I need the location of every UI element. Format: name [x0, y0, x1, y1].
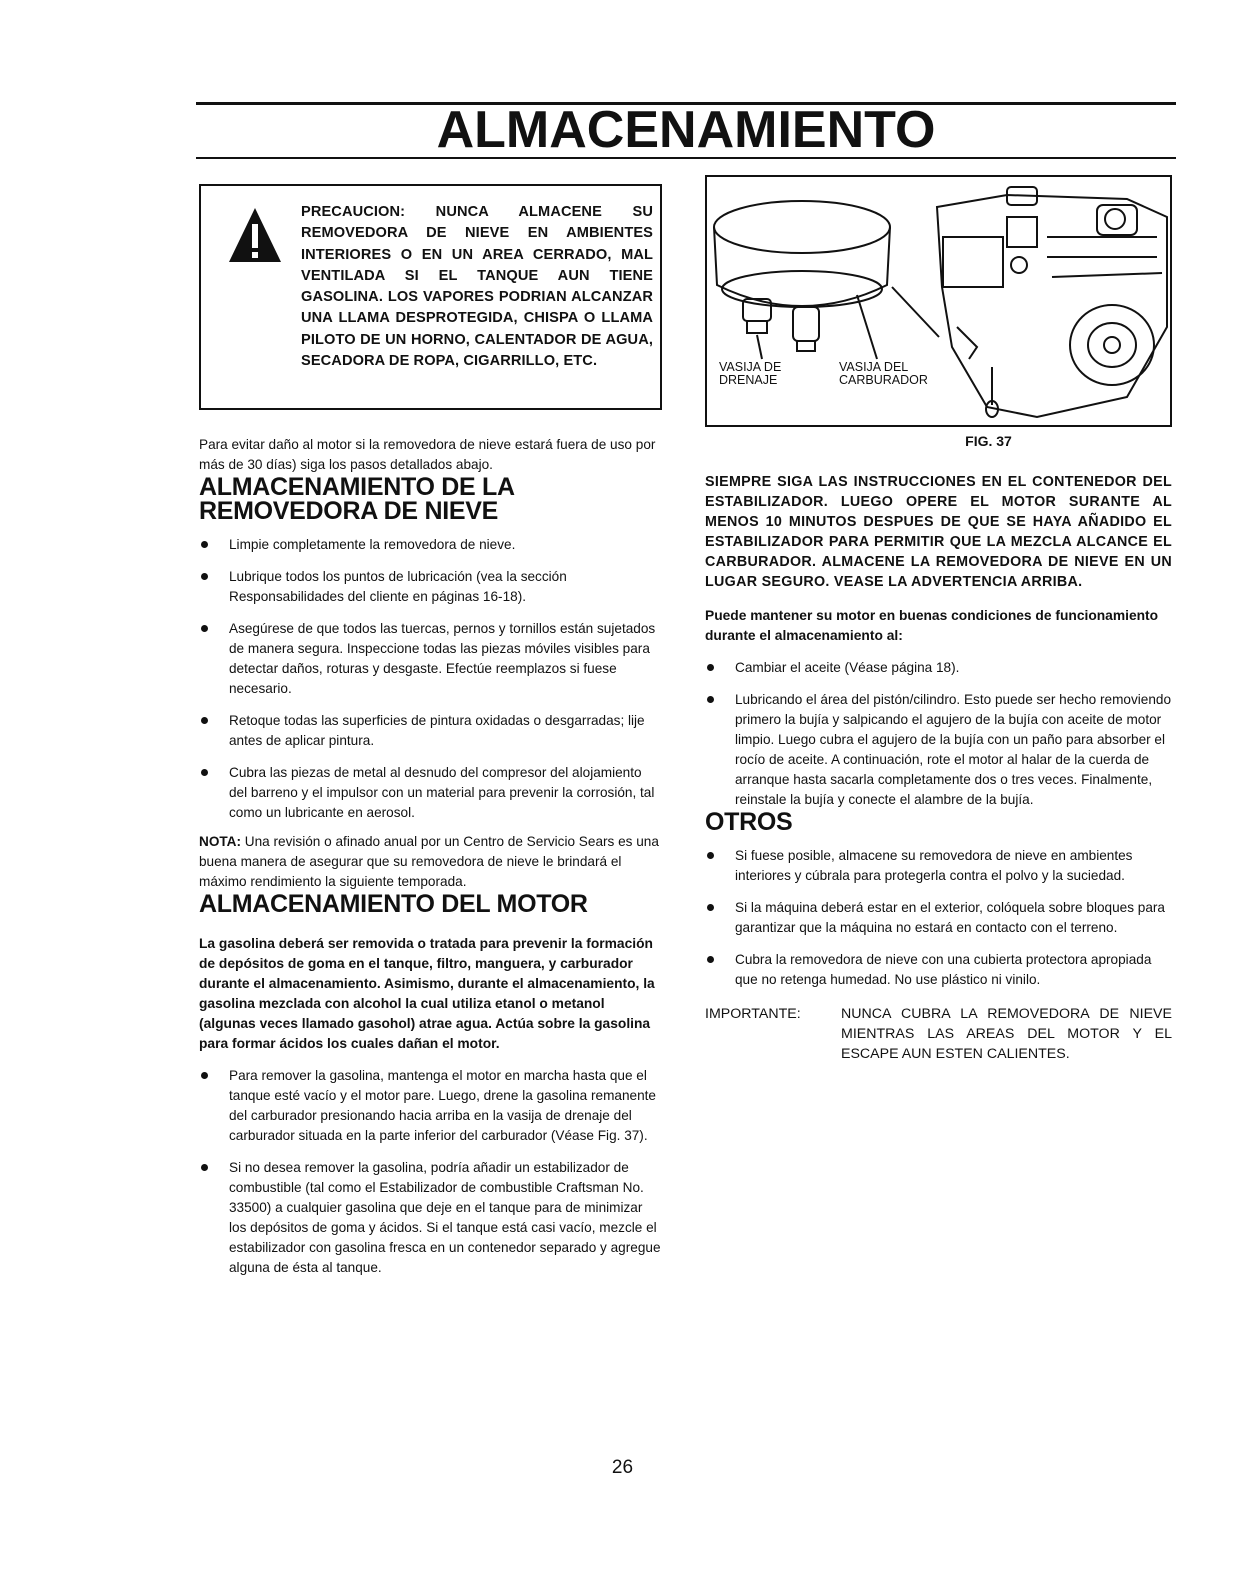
other-heading: OTROS	[705, 808, 793, 836]
important-text: NUNCA CUBRA LA REMOVEDORA DE NIEVE MIENTRAS LAS AREAS DEL MOTOR Y EL ESCAPE AUN ESTEN CALIENTES.	[841, 1006, 1172, 1062]
list-item: Lubricando el área del pistón/cilindro. Esto puede ser hecho removiendo primero la bujía y salpicando el agujero de la bujía con aceite de motor limpio. Luego cubra el agujero de la bujía con un paño para absorber el rocío de aceite. A continuación, rote el motor al halar de la cuerda de arranque hasta sacarla completamente dos o tres veces. Finalmente, reinstale la bujía y conecte el alambre de la bujía.	[705, 690, 1172, 810]
list-item: Cambiar el aceite (Véase página 18).	[705, 658, 1172, 678]
list-item: Si la máquina deberá estar en el exterior, colóquela sobre bloques para garantizar que la máquina no estará en contacto con el terreno.	[705, 898, 1172, 938]
note-text: Una revisión o afinado anual por un Centro de Servicio Sears es una buena manera de asegurar que su removedora de nieve le brindará el máximo rendimiento la siguiente temporada.	[199, 834, 659, 889]
service-note	[199, 832, 662, 892]
caution-box	[199, 184, 662, 410]
drain-bowl-label-line2: DRENAJE	[719, 373, 778, 387]
page-number: 26	[611, 1457, 634, 1478]
list-item: Cubra las piezas de metal al desnudo del compresor del alojamiento del barreno y el impulsor con un material para prevenir la corrosión, tal como un lubricante en aerosol.	[199, 763, 662, 823]
list-item: Para remover la gasolina, mantenga el motor en marcha hasta que el tanque esté vacío y el motor pare. Luego, drene la gasolina remanente del carburador presionando hacia arriba en la vasija de drenaje del carburador situada en la parte inferior del carburador (Véase Fig. 37).	[199, 1066, 662, 1146]
engine-storage-lead: La gasolina deberá ser removida o tratada para prevenir la formación de depósitos de goma en el tanque, filtro, manguera, y carburador durante el almacenamiento. Asimismo, durante el almacenamiento, la gasolina mezclada con alcohol la cual utiliza etanol o metanol (algunas veces llamado gasohol) atrae agua. Actúa sobre la gasolina para formar ácidos los cuales dañan el motor.	[199, 936, 655, 1051]
list-item: Lubrique todos los puntos de lubricación (vea la sección Responsabilidades del cliente en páginas 16-18).	[199, 567, 662, 607]
caution-text: PRECAUCION: NUNCA ALMACENE SU REMOVEDORA DE NIEVE EN AMBIENTES INTERIORES O EN UN AREA CERRADO, MAL VENTILADA SI EL TANQUE AUN TIENE GASOLINA. LOS VAPORES PODRIAN ALCANZAR UNA LLAMA DESPROTEGIDA, CHISPA O LLAMA PILOTO DE UN HORNO, CALENTADOR DE AGUA, SECADORA DE ROPA, CIGARRILLO, ETC.	[301, 204, 653, 370]
carb-bowl-label-line1: VASIJA DEL	[839, 360, 909, 374]
engine-illustration	[707, 177, 1170, 425]
snowthrower-storage-list	[199, 535, 662, 823]
warning-triangle-icon	[227, 206, 283, 266]
figure-37	[705, 175, 1172, 427]
engine-storage-heading: ALMACENAMIENTO DEL MOTOR	[199, 890, 588, 918]
note-label: NOTA:	[199, 834, 242, 849]
other-list	[705, 846, 1172, 990]
right-column	[705, 175, 1172, 1064]
drain-bowl-label-line1: VASIJA DE	[719, 360, 782, 374]
important-note	[705, 1004, 1172, 1064]
stabilizer-instructions: SIEMPRE SIGA LAS INSTRUCCIONES EN EL CONTENEDOR DEL ESTABILIZADOR. LUEGO OPERE EL MOTOR SURANTE AL MENOS 10 MINUTOS DESPUES DE QUE SE HAYA AÑADIDO EL ESTABILIZADOR PARA PERMITIR QUE LA MEZCLA ALCANCE EL CARBURADOR. ALMACENE LA REMOVEDORA DE NIEVE EN UN LUGAR SEGURO. VEASE LA ADVERTENCIA ARRIBA.	[705, 474, 1172, 590]
snowthrower-storage-heading	[199, 475, 662, 523]
list-item: Si fuese posible, almacene su removedora de nieve en ambientes interiores y cúbrala para protegerla contra el polvo y la suciedad.	[705, 846, 1172, 886]
important-label: IMPORTANTE:	[705, 1006, 801, 1022]
figure-caption: FIG. 37	[965, 433, 1012, 449]
snowthrower-storage-heading-line2: REMOVEDORA DE NIEVE	[199, 497, 498, 525]
page-title: ALMACENAMIENTO	[436, 101, 936, 159]
snowthrower-storage-heading-line1: ALMACENAMIENTO DE LA	[199, 473, 515, 501]
engine-condition-lead: Puede mantener su motor en buenas condiciones de funcionamiento durante el almacenamiento al:	[705, 608, 1159, 643]
list-item: Retoque todas las superficies de pintura oxidadas o desgarradas; lije antes de aplicar pintura.	[199, 711, 662, 751]
list-item: Si no desea remover la gasolina, podría añadir un estabilizador de combustible (tal como el Estabilizador de combustible Craftsman No. 33500) a cualquier gasolina que deje en el tanque para de minimizar los depósitos de goma y ácidos. Si el tanque está casi vacío, mezcle el estabilizador con gasolina fresca en un contenedor separado y agregue alguna de ésta al tanque.	[199, 1158, 662, 1278]
engine-condition-list	[705, 658, 1172, 810]
engine-storage-list	[199, 1066, 662, 1278]
left-column	[199, 184, 662, 1278]
list-item: Limpie completamente la removedora de nieve.	[199, 535, 662, 555]
title-rule-bottom	[196, 157, 1176, 159]
carb-bowl-label-line2: CARBURADOR	[839, 373, 928, 387]
intro-text: Para evitar daño al motor si la removedora de nieve estará fuera de uso por más de 30 días) siga los pasos detallados abajo.	[199, 437, 656, 472]
list-item: Asegúrese de que todos las tuercas, pernos y tornillos están sujetados de manera segura. Inspeccione todas las piezas móviles visibles para detectar daños, roturas y desgaste. Efectúe reemplazos si fuese necesario.	[199, 619, 662, 699]
list-item: Cubra la removedora de nieve con una cubierta protectora apropiada que no retenga humedad. No use plástico ni vinilo.	[705, 950, 1172, 990]
